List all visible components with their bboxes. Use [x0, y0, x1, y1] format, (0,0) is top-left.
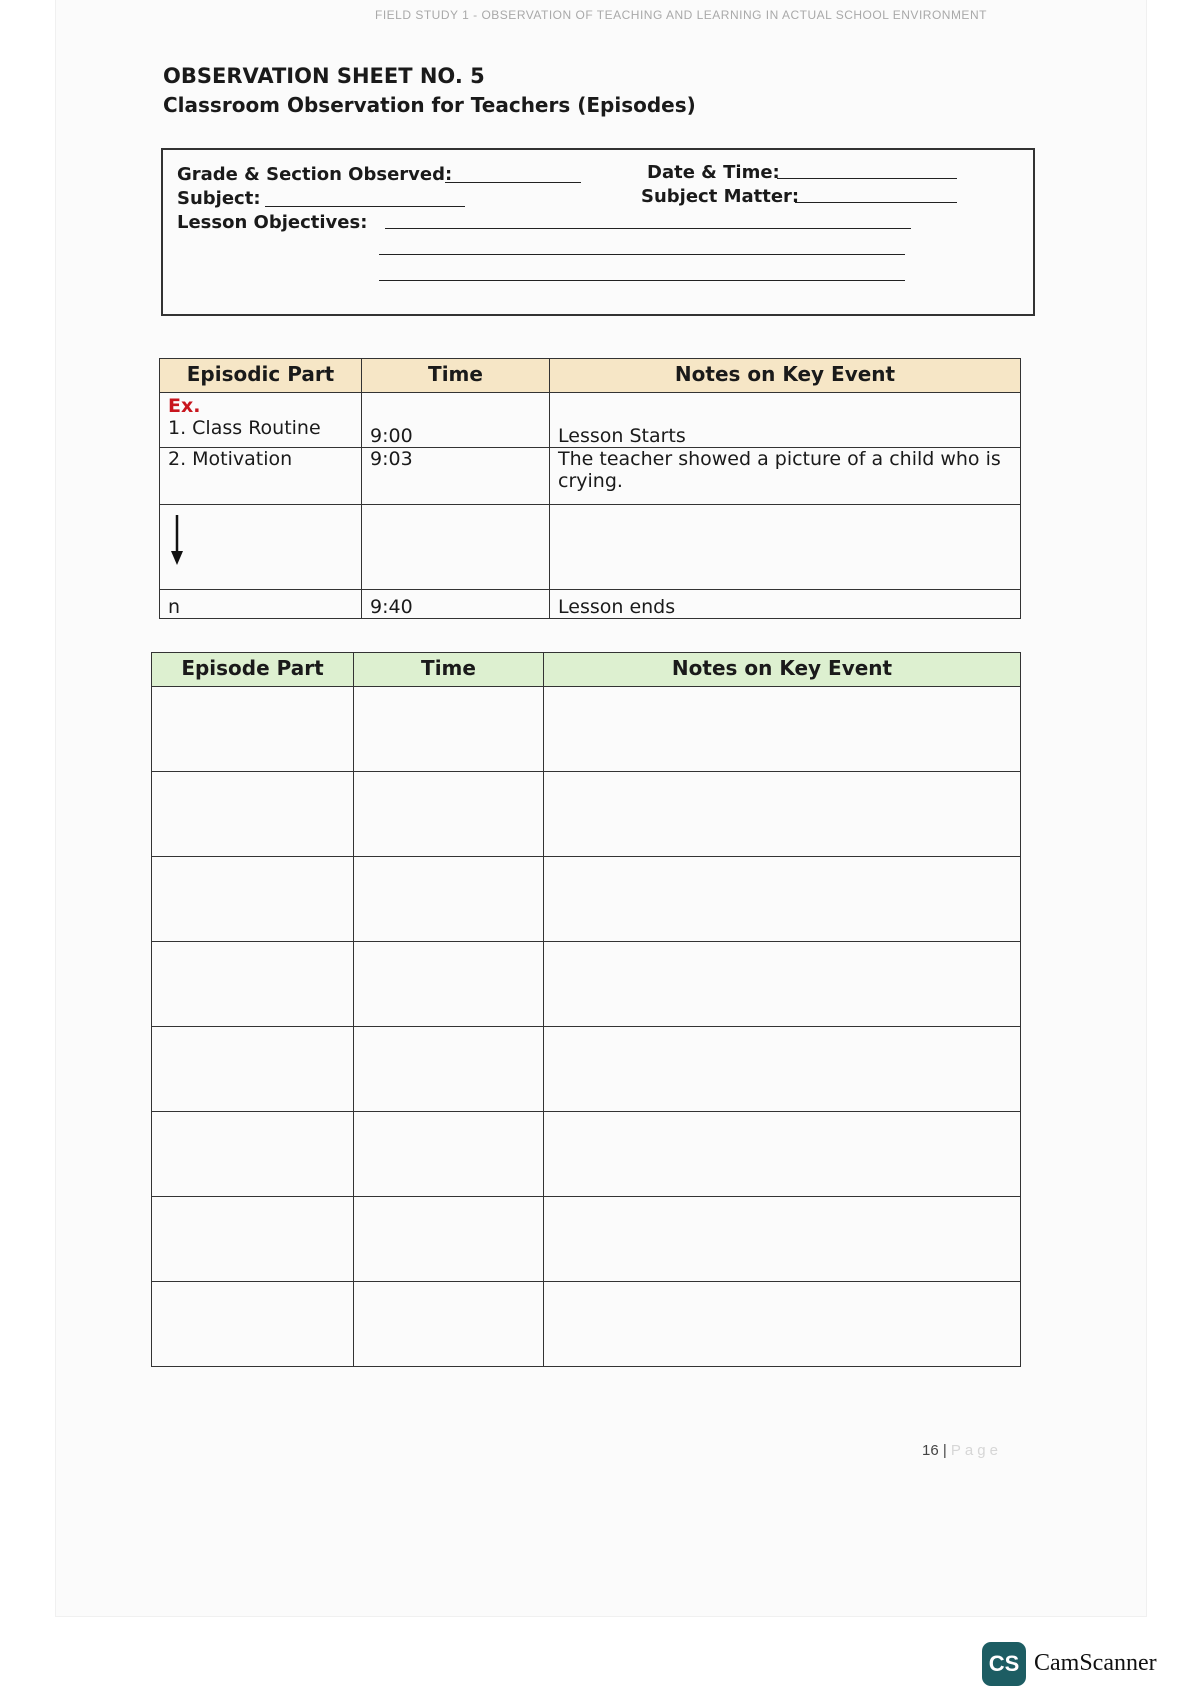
- lesson-objectives-line-3[interactable]: [379, 280, 905, 281]
- table-row: [152, 1197, 1021, 1282]
- episode-part-cell[interactable]: [152, 1027, 354, 1112]
- entry-header-row: [152, 653, 1021, 687]
- table-row: [152, 772, 1021, 857]
- time-cell[interactable]: [354, 1197, 544, 1282]
- notes-cell[interactable]: [544, 1197, 1021, 1282]
- time-cell[interactable]: [354, 857, 544, 942]
- table-row: [160, 590, 1021, 619]
- subject-field[interactable]: [265, 206, 465, 207]
- time-cell[interactable]: [354, 1112, 544, 1197]
- table-row: [152, 687, 1021, 772]
- time-cell[interactable]: [354, 942, 544, 1027]
- episode-part: n: [160, 590, 362, 619]
- date-time-label: Date & Time:: [647, 162, 780, 183]
- table-row: [152, 1112, 1021, 1197]
- episode-part-cell[interactable]: [152, 857, 354, 942]
- episode-time: 9:03: [362, 448, 550, 505]
- notes-cell[interactable]: [544, 687, 1021, 772]
- sheet-title: OBSERVATION SHEET NO. 5: [163, 64, 485, 88]
- notes-cell[interactable]: [544, 857, 1021, 942]
- time-cell[interactable]: [354, 1282, 544, 1367]
- grade-section-label: Grade & Section Observed:: [177, 164, 453, 185]
- lesson-objectives-line-2[interactable]: [379, 254, 905, 255]
- subject-matter-field[interactable]: [795, 202, 957, 203]
- table-row: [160, 505, 1021, 590]
- example-episode-table: [159, 358, 1021, 619]
- page-word: Page: [950, 1442, 1002, 1459]
- date-time-field[interactable]: [777, 178, 957, 179]
- episode-part-cell[interactable]: [152, 772, 354, 857]
- episode-part-cell[interactable]: [152, 687, 354, 772]
- example-label: Ex.: [168, 395, 201, 417]
- page-number-value: 16 |: [922, 1442, 947, 1459]
- camscanner-watermark: CamScanner: [1034, 1650, 1157, 1676]
- table-row: [152, 942, 1021, 1027]
- column-header-time: Time: [354, 653, 544, 687]
- notes-cell[interactable]: [544, 772, 1021, 857]
- table-row: [152, 1027, 1021, 1112]
- time-cell[interactable]: [354, 1027, 544, 1112]
- episode-note: Lesson Starts: [550, 393, 1021, 448]
- episode-part-cell[interactable]: [152, 1197, 354, 1282]
- column-header-notes: Notes on Key Event: [550, 359, 1021, 393]
- episode-note: Lesson ends: [550, 590, 1021, 619]
- subject-matter-label: Subject Matter:: [641, 186, 800, 207]
- column-header-episode-part: Episode Part: [152, 653, 354, 687]
- episode-part: 2. Motivation: [160, 448, 362, 505]
- episode-entry-table: [151, 652, 1021, 1367]
- notes-cell[interactable]: [544, 1112, 1021, 1197]
- episode-time: 9:00: [362, 393, 550, 448]
- running-header: FIELD STUDY 1 - OBSERVATION OF TEACHING AND LEARNING IN ACTUAL SCHOOL ENVIRONMENT: [375, 8, 987, 22]
- example-header-row: [160, 359, 1021, 393]
- subject-label: Subject:: [177, 188, 261, 209]
- table-row: [160, 393, 1021, 448]
- episode-part-cell[interactable]: [152, 1282, 354, 1367]
- column-header-notes: Notes on Key Event: [544, 653, 1021, 687]
- episode-time: 9:40: [362, 590, 550, 619]
- column-header-time: Time: [362, 359, 550, 393]
- episode-note: The teacher showed a picture of a child who is crying.: [550, 448, 1021, 505]
- observation-info-box: [161, 148, 1035, 316]
- table-row: [152, 1282, 1021, 1367]
- notes-cell[interactable]: [544, 1027, 1021, 1112]
- episode-part: 1. Class Routine: [168, 417, 321, 439]
- camscanner-logo-icon: CS: [982, 1642, 1026, 1686]
- notes-cell[interactable]: [544, 942, 1021, 1027]
- sheet-subtitle: Classroom Observation for Teachers (Episodes): [163, 93, 696, 117]
- lesson-objectives-line-1[interactable]: [385, 228, 911, 229]
- episode-part-cell[interactable]: [152, 942, 354, 1027]
- table-row: [152, 857, 1021, 942]
- time-cell[interactable]: [354, 687, 544, 772]
- episode-part-cell[interactable]: [152, 1112, 354, 1197]
- column-header-episodic-part: Episodic Part: [160, 359, 362, 393]
- time-cell[interactable]: [354, 772, 544, 857]
- table-row: [160, 448, 1021, 505]
- lesson-objectives-label: Lesson Objectives:: [177, 212, 368, 233]
- down-arrow-icon: [170, 515, 184, 565]
- notes-cell[interactable]: [544, 1282, 1021, 1367]
- grade-section-field[interactable]: [445, 182, 581, 183]
- page-number: [922, 1442, 1002, 1459]
